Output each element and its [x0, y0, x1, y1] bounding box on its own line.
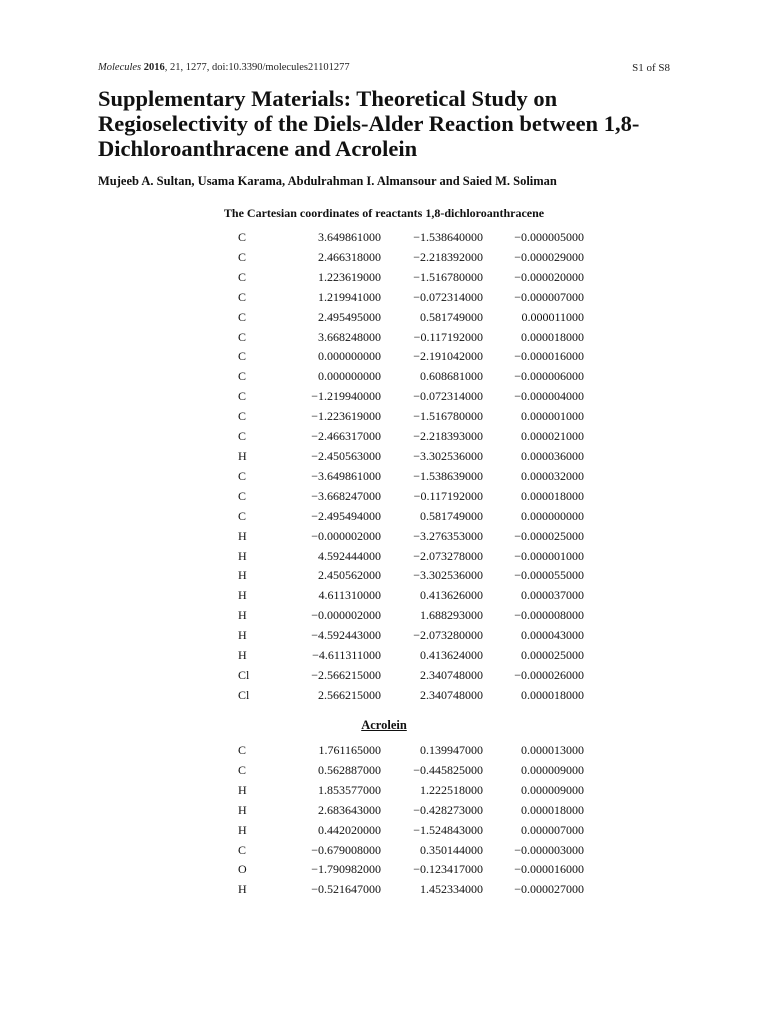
x-coordinate: 0.442020000 [318, 822, 381, 837]
x-coordinate: −1.219940000 [311, 389, 381, 404]
table-row [228, 268, 584, 288]
y-coordinate: −2.191042000 [413, 349, 483, 364]
x-coordinate: 2.450562000 [318, 568, 381, 583]
z-coordinate: −0.000003000 [514, 842, 584, 857]
element-symbol: C [238, 488, 247, 503]
z-coordinate: −0.000016000 [514, 862, 584, 877]
element-symbol: C [238, 468, 247, 483]
x-coordinate: 0.562887000 [318, 762, 381, 777]
x-coordinate: 0.000000000 [318, 369, 381, 384]
z-coordinate: 0.000009000 [521, 782, 584, 797]
z-coordinate: 0.000018000 [521, 687, 584, 702]
x-coordinate: −1.790982000 [311, 862, 381, 877]
z-coordinate: 0.000018000 [521, 329, 584, 344]
table-row [228, 487, 584, 507]
x-coordinate: −3.668247000 [311, 488, 381, 503]
y-coordinate: 1.452334000 [420, 882, 483, 897]
z-coordinate: 0.000021000 [521, 429, 584, 444]
table-row [228, 626, 584, 646]
z-coordinate: −0.000026000 [514, 667, 584, 682]
table-row [228, 407, 584, 427]
x-coordinate: −0.000002000 [311, 608, 381, 623]
table-row [228, 367, 584, 387]
element-symbol: H [238, 608, 247, 623]
element-symbol: H [238, 548, 247, 563]
table-row [228, 347, 584, 367]
table-row [228, 547, 584, 567]
citation-rest: , 21, 1277, doi:10.3390/molecules21101277 [164, 62, 350, 73]
x-coordinate: 1.761165000 [318, 743, 381, 757]
table-row [228, 801, 584, 821]
y-coordinate: −3.302536000 [413, 568, 483, 583]
x-coordinate: −2.450563000 [311, 448, 381, 463]
y-coordinate: 1.222518000 [420, 782, 483, 797]
table-row [228, 686, 584, 706]
z-coordinate: −0.000005000 [514, 230, 584, 244]
table-row [228, 566, 584, 586]
table-row [228, 248, 584, 268]
x-coordinate: 4.611310000 [318, 588, 381, 603]
z-coordinate: −0.000004000 [514, 389, 584, 404]
table-row [228, 606, 584, 626]
y-coordinate: −0.445825000 [413, 762, 483, 777]
element-symbol: Cl [238, 667, 250, 682]
z-coordinate: 0.000001000 [521, 409, 584, 424]
z-coordinate: 0.000025000 [521, 648, 584, 663]
table-row [228, 841, 584, 861]
z-coordinate: 0.000013000 [521, 743, 584, 757]
table-row [228, 880, 584, 900]
table-row [228, 447, 584, 467]
table-row [228, 467, 584, 487]
element-symbol: H [238, 568, 247, 583]
y-coordinate: 0.581749000 [420, 309, 483, 324]
y-coordinate: −3.276353000 [413, 528, 483, 543]
z-coordinate: −0.000006000 [514, 369, 584, 384]
y-coordinate: 0.413624000 [420, 648, 483, 663]
x-coordinate: 2.683643000 [318, 802, 381, 817]
element-symbol: H [238, 448, 247, 463]
journal-year: 2016 [143, 62, 165, 73]
element-symbol: H [238, 822, 247, 837]
x-coordinate: −4.611311000 [312, 648, 381, 663]
x-coordinate: 1.219941000 [318, 289, 381, 304]
element-symbol: Cl [238, 687, 250, 702]
element-symbol: C [238, 429, 247, 444]
element-symbol: C [238, 289, 247, 304]
table-row [228, 228, 584, 248]
element-symbol: H [238, 882, 247, 897]
z-coordinate: −0.000029000 [514, 249, 584, 264]
element-symbol: H [238, 648, 247, 663]
z-coordinate: −0.000016000 [514, 349, 584, 364]
journal-name: Molecules [98, 62, 142, 73]
x-coordinate: 2.566215000 [318, 687, 381, 702]
element-symbol: C [238, 762, 247, 777]
table-row [228, 308, 584, 328]
y-coordinate: −3.302536000 [413, 448, 483, 463]
element-symbol: C [238, 369, 247, 384]
x-coordinate: −2.466317000 [311, 429, 381, 444]
table-row [228, 427, 584, 447]
element-symbol: H [238, 588, 247, 603]
z-coordinate: −0.000007000 [514, 289, 584, 304]
z-coordinate: −0.000027000 [514, 882, 584, 897]
table-row [228, 507, 584, 527]
x-coordinate: −1.223619000 [311, 409, 381, 424]
z-coordinate: −0.000055000 [514, 568, 584, 583]
table-row [228, 821, 584, 841]
z-coordinate: −0.000008000 [514, 608, 584, 623]
y-coordinate: −0.117192000 [413, 329, 483, 344]
citation [98, 62, 350, 73]
dichloroanthracene-coordinates-table [228, 228, 584, 706]
x-coordinate: −0.679008000 [311, 842, 381, 857]
page-header [98, 62, 670, 73]
x-coordinate: 0.000000000 [318, 349, 381, 364]
x-coordinate: 2.495495000 [318, 309, 381, 324]
page-number: S1 of S8 [632, 62, 670, 74]
table-row [228, 328, 584, 348]
y-coordinate: −1.524843000 [413, 822, 483, 837]
y-coordinate: −1.516780000 [413, 409, 483, 424]
element-symbol: C [238, 249, 247, 264]
element-symbol: C [238, 349, 247, 364]
x-coordinate: 2.466318000 [318, 249, 381, 264]
acrolein-heading: Acrolein [361, 718, 407, 732]
acrolein-coordinates-table [228, 741, 584, 900]
z-coordinate: 0.000037000 [521, 588, 584, 603]
x-coordinate: 1.223619000 [318, 269, 381, 284]
table-row [228, 741, 584, 761]
z-coordinate: −0.000001000 [514, 548, 584, 563]
z-coordinate: 0.000043000 [521, 628, 584, 643]
z-coordinate: −0.000025000 [514, 528, 584, 543]
z-coordinate: 0.000036000 [521, 448, 584, 463]
z-coordinate: 0.000018000 [521, 488, 584, 503]
x-coordinate: −0.521647000 [311, 882, 381, 897]
table-row [228, 860, 584, 880]
element-symbol: C [238, 269, 247, 284]
table-row [228, 586, 584, 606]
y-coordinate: 0.350144000 [420, 842, 483, 857]
y-coordinate: 0.581749000 [420, 508, 483, 523]
y-coordinate: −0.072314000 [413, 289, 483, 304]
x-coordinate: −2.566215000 [311, 667, 381, 682]
element-symbol: H [238, 528, 247, 543]
element-symbol: C [238, 409, 247, 424]
table-row [228, 761, 584, 781]
element-symbol: C [238, 329, 247, 344]
y-coordinate: 0.608681000 [420, 369, 483, 384]
z-coordinate: 0.000007000 [521, 822, 584, 837]
table-row [228, 666, 584, 686]
element-symbol: H [238, 782, 247, 797]
y-coordinate: −0.072314000 [413, 389, 483, 404]
y-coordinate: −1.516780000 [413, 269, 483, 284]
table-row [228, 781, 584, 801]
y-coordinate: −0.428273000 [413, 802, 483, 817]
element-symbol: H [238, 628, 247, 643]
y-coordinate: −1.538639000 [413, 468, 483, 483]
y-coordinate: −2.073278000 [413, 548, 483, 563]
element-symbol: C [238, 508, 247, 523]
element-symbol: C [238, 743, 247, 757]
table1-caption: The Cartesian coordinates of reactants 1,8-dichloroanthracene [223, 206, 545, 220]
element-symbol: C [238, 842, 247, 857]
y-coordinate: 2.340748000 [420, 687, 483, 702]
table-row [228, 646, 584, 666]
element-symbol: O [238, 862, 247, 877]
y-coordinate: 0.139947000 [420, 743, 483, 757]
x-coordinate: −3.649861000 [311, 468, 381, 483]
x-coordinate: −2.495494000 [311, 508, 381, 523]
y-coordinate: −0.117192000 [413, 488, 483, 503]
z-coordinate: −0.000020000 [514, 269, 584, 284]
y-coordinate: −2.073280000 [413, 628, 483, 643]
z-coordinate: 0.000018000 [521, 802, 584, 817]
z-coordinate: 0.000000000 [521, 508, 584, 523]
y-coordinate: −0.123417000 [413, 862, 483, 877]
z-coordinate: 0.000032000 [521, 468, 584, 483]
element-symbol: C [238, 309, 247, 324]
y-coordinate: −2.218393000 [413, 429, 483, 444]
element-symbol: C [238, 230, 247, 244]
z-coordinate: 0.000011000 [521, 309, 584, 324]
y-coordinate: −1.538640000 [413, 230, 483, 244]
x-coordinate: −0.000002000 [311, 528, 381, 543]
z-coordinate: 0.000009000 [521, 762, 584, 777]
x-coordinate: 3.668248000 [318, 329, 381, 344]
y-coordinate: 0.413626000 [420, 588, 483, 603]
table-row [228, 527, 584, 547]
author-list: Mujeeb A. Sultan, Usama Karama, Abdulrahman I. Almansour and Saied M. Soliman [98, 174, 557, 188]
x-coordinate: 3.649861000 [318, 230, 381, 244]
y-coordinate: 1.688293000 [420, 608, 483, 623]
table-row [228, 387, 584, 407]
y-coordinate: 2.340748000 [420, 667, 483, 682]
table-row [228, 288, 584, 308]
x-coordinate: 1.853577000 [318, 782, 381, 797]
y-coordinate: −2.218392000 [413, 249, 483, 264]
element-symbol: H [238, 802, 247, 817]
paper-title: Supplementary Materials: Theoretical Study on Regioselectivity of the Diels-Alder Reaction between 1,8-Dichloroanthracene and Acrolein [98, 86, 640, 161]
x-coordinate: −4.592443000 [311, 628, 381, 643]
x-coordinate: 4.592444000 [318, 548, 381, 563]
element-symbol: C [238, 389, 247, 404]
